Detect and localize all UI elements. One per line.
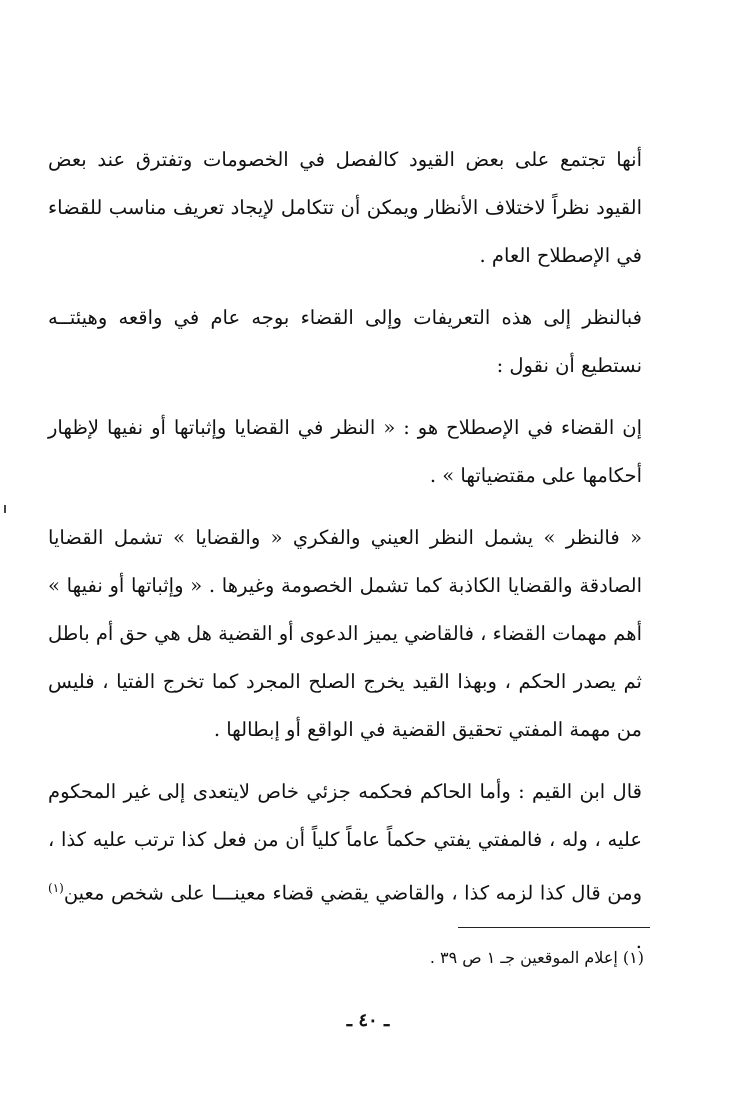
margin-mark: [4, 505, 6, 513]
footnote-reference: (١): [48, 881, 64, 895]
footnote: (١) إعلام الموقعين جـ ١ ص ٣٩ .: [429, 948, 644, 967]
paragraph-4: « فالنظر » يشمل النظر العيني والفكري « والقضايا » تشمل القضايا الصادقة والقضايا الكاذبة كما تشمل الخصومة وغيرها . « وإثباتها أو نفيها » أهم مهمات القضاء ، فالقاضي يميز الدعوى أو القضية هل هي حق أم باطل ثم يصدر الحكم ، وبهذا القيد يخرج الصلح المجرد كما تخرج الفتيا ، فليس من مهمة المفتي تحقيق القضية في الواقع أو إبطالها .: [48, 526, 642, 741]
footnote-separator: [458, 927, 650, 928]
paragraph-5: [48, 768, 642, 966]
paragraph-2: فبالنظر إلى هذه التعريفات وإلى القضاء بوجه عام في واقعه وهيئتــه نستطيع أن نقول :: [48, 306, 642, 377]
body-text: [48, 136, 642, 980]
paragraph-5-tail: .: [635, 929, 642, 953]
paragraph-5-text: قال ابن القيم : وأما الحاكم فحكمه جزئي خاص لايتعدى إلى غير المحكوم عليه ، وله ، فالمفتي يفتي حكماً عاماً كلياً أن من فعل كذا ترتب عليه كذا ، ومن قال كذا لزمه كذا ، والقاضي يقضي قضاء معينـــا على شخص معين: [48, 780, 642, 905]
paragraph-1: أنها تجتمع على بعض القيود كالفصل في الخصومات وتفترق عند بعض القيود نظراً لاختلاف الأنظار ويمكن أن تتكامل لإيجاد تعريف مناسب للقضاء في الإصطلاح العام .: [48, 148, 642, 267]
paragraph-3: إن القضاء في الإصطلاح هو : « النظر في القضايا وإثباتها أو نفيها لإظهار أحكامها على مقتضياتها » .: [48, 416, 642, 487]
page-number: ـ ٤٠ ـ: [346, 1010, 390, 1031]
